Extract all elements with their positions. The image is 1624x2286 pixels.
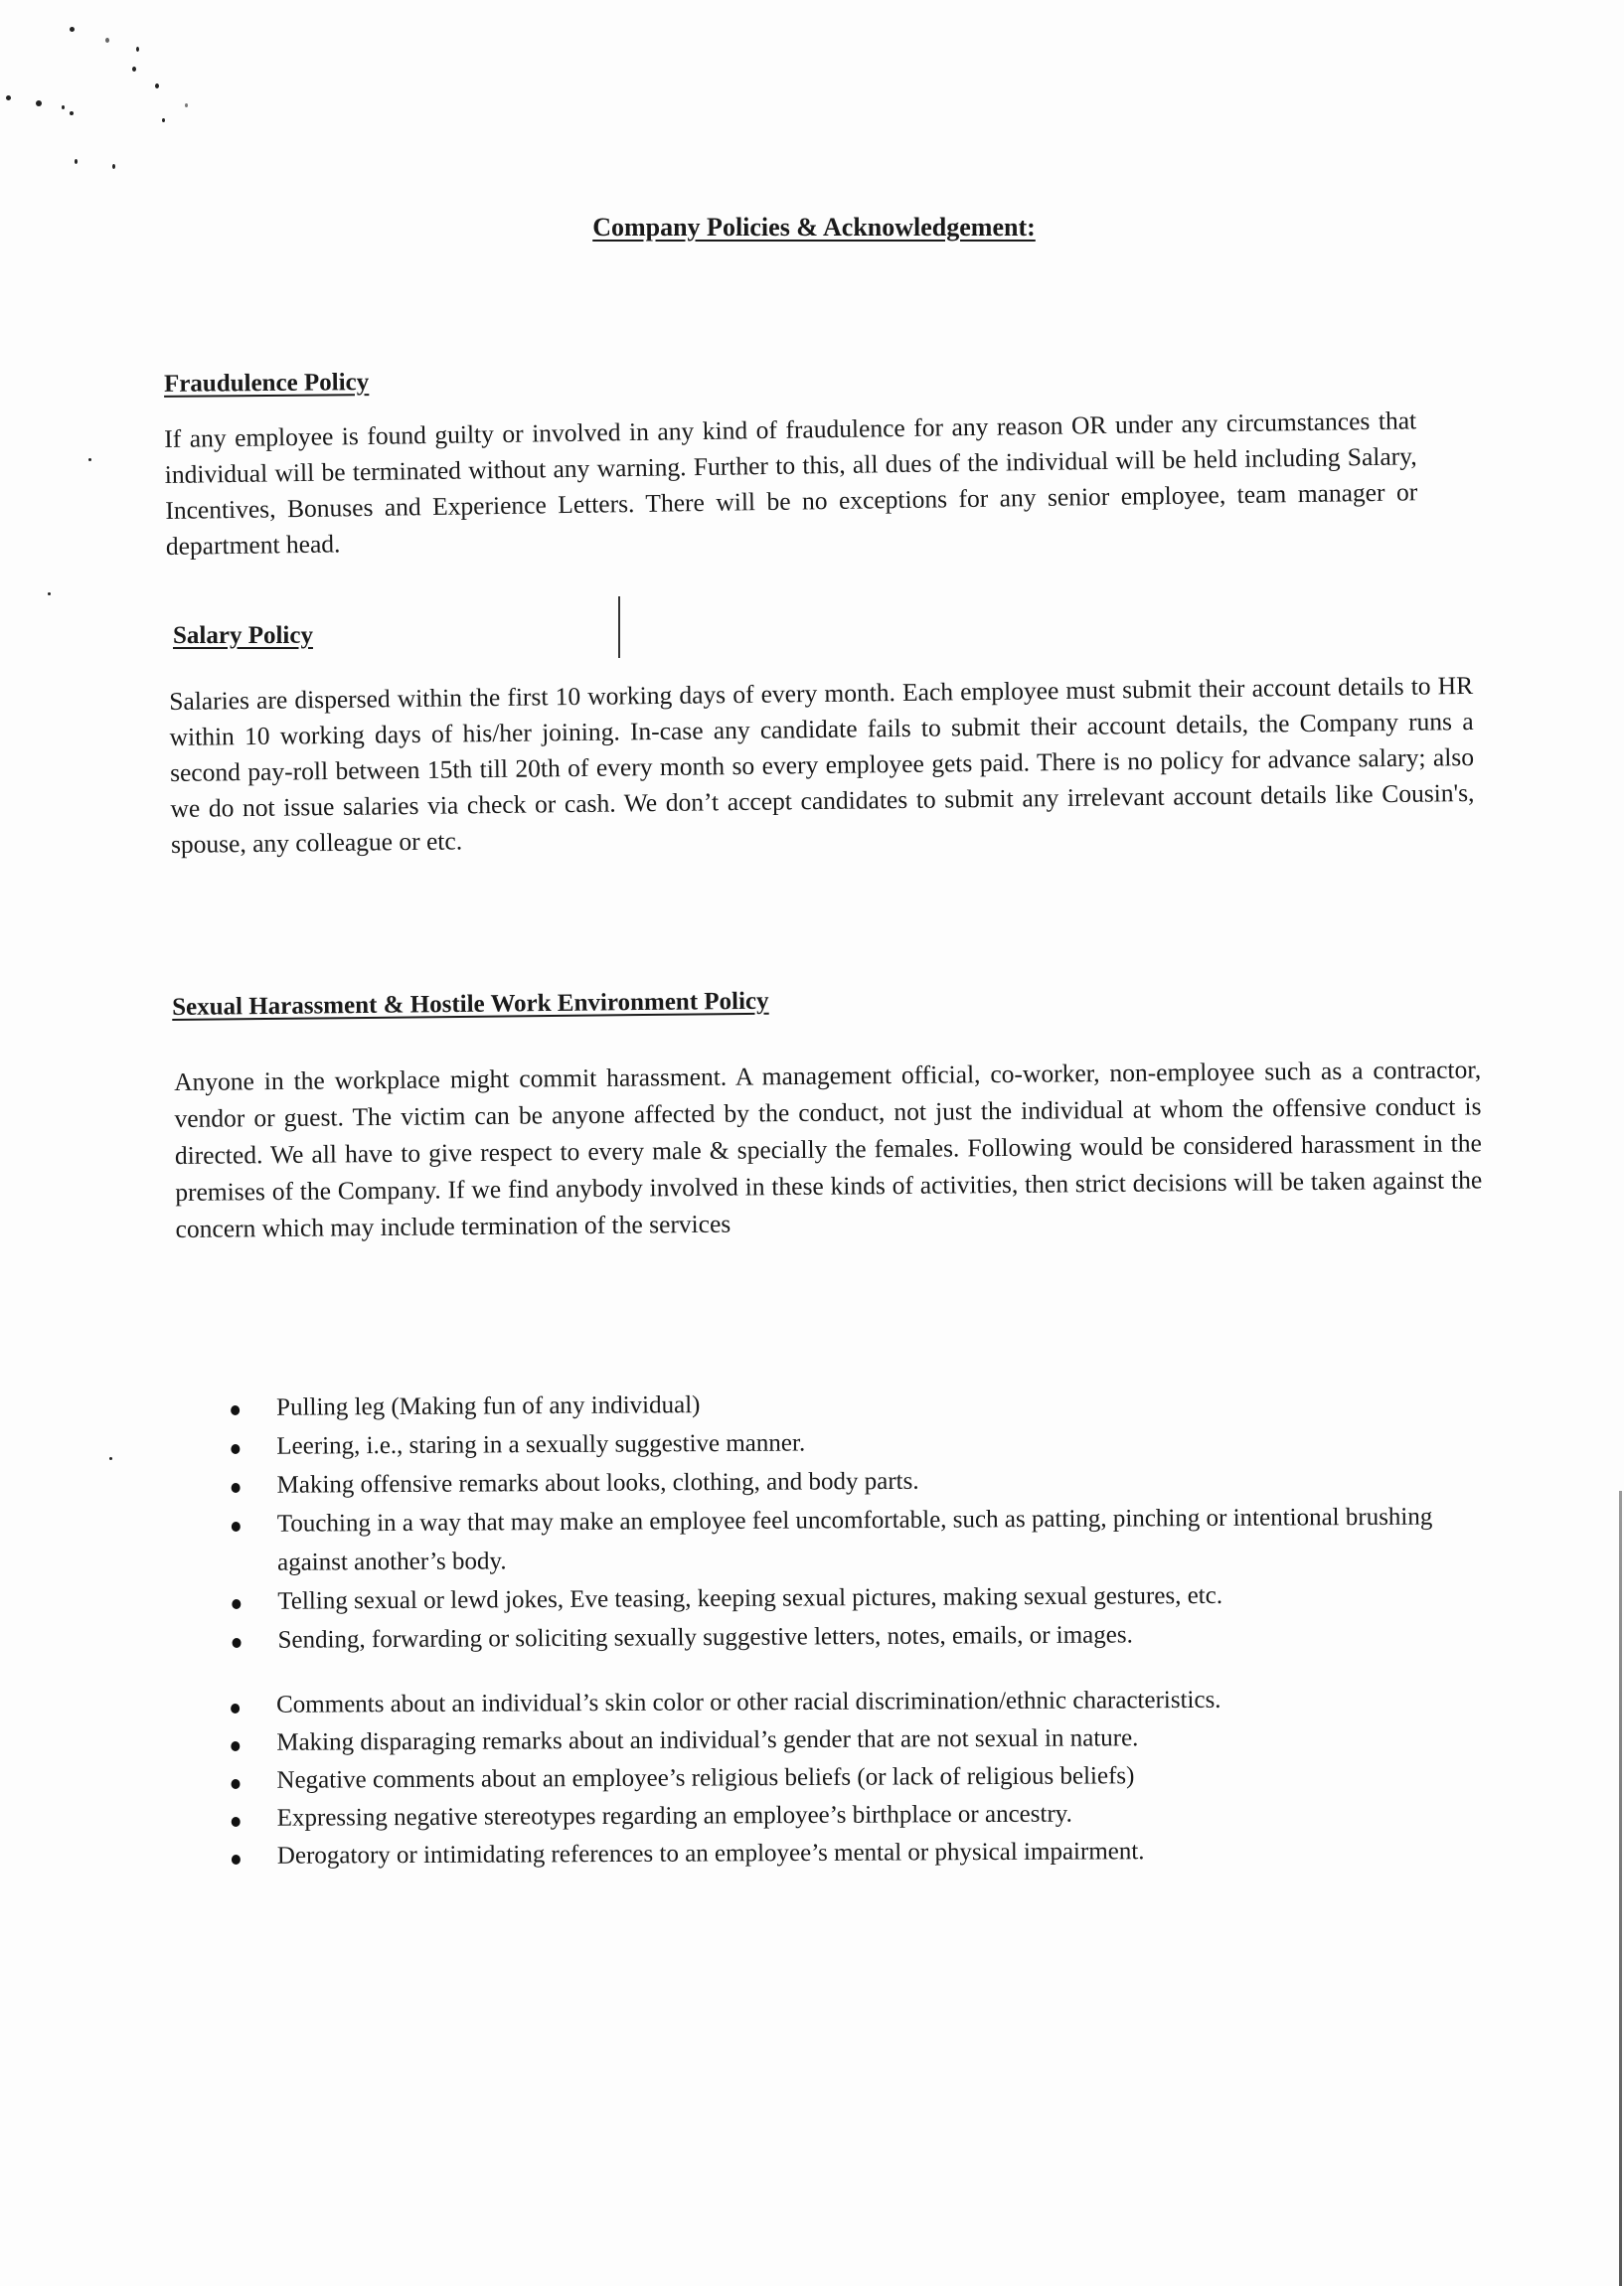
fraudulence-policy-heading: Fraudulence Policy — [163, 369, 370, 398]
list-item: Making offensive remarks about looks, clothing, and body parts. — [231, 1458, 1483, 1505]
harassment-policy-heading: Sexual Harassment & Hostile Work Environment Policy — [172, 987, 769, 1021]
harassment-examples-list-1 — [231, 1381, 1485, 1660]
scan-speck — [70, 27, 75, 32]
document-title: Company Policies & Acknowledgement: — [592, 213, 1036, 242]
list-item: Derogatory or intimidating references to an employee’s mental or physical impairment. — [232, 1831, 1484, 1876]
harassment-policy-body: Anyone in the workplace might commit harassment. A management official, co-worker, non-employee such as a contractor, vendor or guest. The victim can be anyone affected by the conduct, not just the individual at whom the offensive conduct is directed. We all have to give respect to every male & specially the females. Following would be considered harassment in the premises of the Company. If we find anybody involved in these kinds of activities, then strict decisions will be taken against the concern which may include termination of the services — [174, 1055, 1483, 1243]
list-item: Pulling leg (Making fun of any individual) — [231, 1381, 1483, 1427]
list-item: Making disparaging remarks about an individual’s gender that are not sexual in nature. — [231, 1717, 1483, 1762]
list-item: Sending, forwarding or soliciting sexually suggestive letters, notes, emails, or images. — [232, 1613, 1484, 1660]
scan-page-edge — [1619, 1491, 1622, 2286]
salary-policy-body: Salaries are dispersed within the first 10 working days of every month. Each employee must submit their account details to HR within 10 working days of his/her joining. In-case any candidate fails to submit their account details, the Company runs a second pay-roll between 15th till 20th of every month so every employee gets paid. There is no policy for advance salary; also we do not issue salaries via check or cash. We don’t accept candidates to submit any irrelevant account details like Cousin's, spouse, any colleague or etc. — [169, 670, 1475, 859]
scan-speck — [136, 47, 139, 52]
scan-speck — [36, 100, 42, 106]
scan-speck — [162, 118, 165, 122]
scan-stray-line — [618, 596, 620, 658]
fraudulence-policy-body: If any employee is found guilty or involved in any kind of fraudulence for any reason OR under any circumstances that individual will be terminated without any warning. Further to this, all dues of the individual will be held including Salary, Incentives, Bonuses and Experience Letters. There will be no exceptions for any senior employee, team manager or department head. — [164, 406, 1418, 561]
scan-speck — [6, 95, 11, 100]
scan-speck — [132, 67, 136, 72]
scan-speck — [75, 159, 78, 164]
salary-policy-heading: Salary Policy — [173, 622, 313, 649]
list-item: Telling sexual or lewd jokes, Eve teasing, keeping sexual pictures, making sexual gestures, etc. — [232, 1574, 1484, 1621]
list-item: Negative comments about an employee’s religious beliefs (or lack of religious beliefs) — [231, 1755, 1483, 1800]
list-item: Touching in a way that may make an employee feel uncomfortable, such as patting, pinching or intentional brushing against another’s body. — [232, 1497, 1484, 1582]
harassment-examples-list-2 — [231, 1680, 1484, 1876]
scan-speck — [88, 458, 91, 461]
scan-speck — [62, 105, 65, 109]
list-item: Expressing negative stereotypes regarding an employee’s birthplace or ancestry. — [232, 1793, 1484, 1838]
scan-speck — [155, 83, 159, 88]
scan-speck — [109, 1457, 112, 1460]
scan-speck — [112, 164, 115, 169]
scan-speck — [70, 111, 74, 115]
list-item: Comments about an individual’s skin color or other racial discrimination/ethnic characteristics. — [231, 1680, 1483, 1724]
scan-speck — [105, 38, 109, 43]
list-item: Leering, i.e., staring in a sexually suggestive manner. — [231, 1419, 1483, 1466]
scan-speck — [185, 103, 188, 107]
scan-speck — [48, 592, 51, 595]
